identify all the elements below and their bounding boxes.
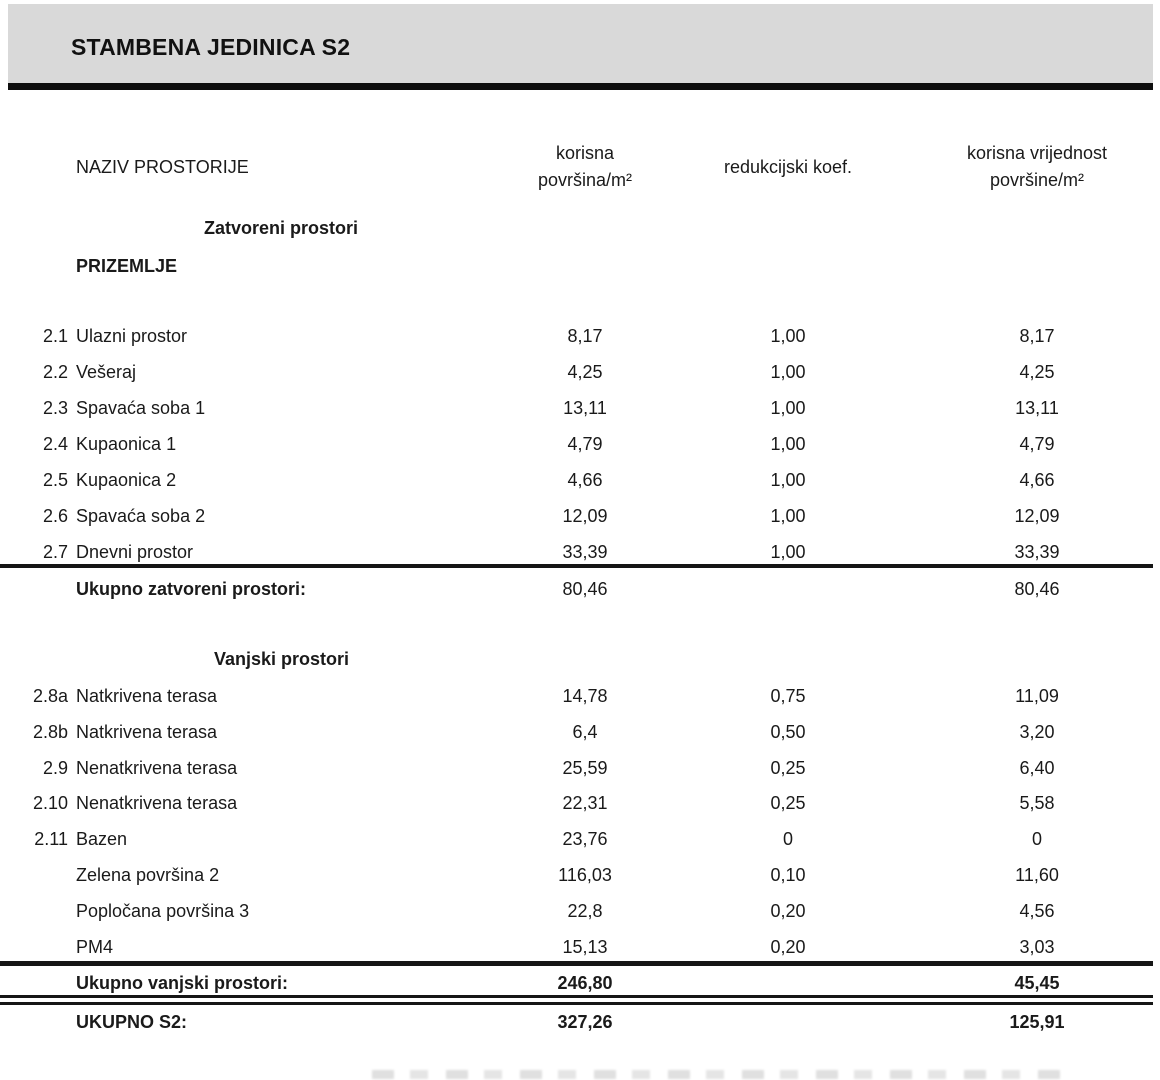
- row-value: 4,25: [1019, 362, 1055, 382]
- row-label: Ulazni prostor: [76, 326, 188, 346]
- table-row: [0, 322, 1160, 350]
- grand-total-row: [0, 1008, 1160, 1036]
- total-value: 80,46: [1014, 579, 1060, 599]
- row-koef: 0,20: [770, 937, 806, 957]
- total-value: 45,45: [1014, 973, 1060, 993]
- row-label: Dnevni prostor: [76, 542, 194, 562]
- page-title: STAMBENA JEDINICA S2: [71, 34, 351, 60]
- row-area: 15,13: [562, 937, 608, 957]
- row-value: 0: [1031, 829, 1042, 849]
- total-row-vanjski: [0, 969, 1160, 997]
- row-koef: 1,00: [770, 434, 806, 454]
- row-id: 2.6: [42, 506, 68, 526]
- row-value: 11,60: [1015, 865, 1059, 885]
- section-heading-vanjski: Vanjski prostori: [214, 649, 350, 669]
- row-koef: 1,00: [770, 326, 806, 346]
- table-row: [0, 897, 1160, 925]
- row-koef: 0,10: [770, 865, 806, 885]
- table-row: [0, 466, 1160, 494]
- total-label: Ukupno vanjski prostori:: [76, 973, 289, 993]
- column-header-name: NAZIV PROSTORIJE: [76, 157, 249, 177]
- row-value: 5,58: [1019, 793, 1055, 813]
- table-row: [0, 933, 1160, 961]
- floor-label: PRIZEMLJE: [76, 256, 178, 276]
- column-header-area-line1: korisna: [555, 143, 615, 163]
- row-value: 13,11: [1015, 398, 1059, 418]
- row-koef: 1,00: [770, 506, 806, 526]
- row-id: 2.4: [42, 434, 68, 454]
- total-row-zatvoreni: [0, 575, 1160, 603]
- row-label: Bazen: [76, 829, 128, 849]
- row-label: Popločana površina 3: [76, 901, 250, 921]
- table-row: [0, 430, 1160, 458]
- row-area: 23,76: [562, 829, 608, 849]
- row-koef: 0,50: [770, 722, 806, 742]
- table-row: [0, 718, 1160, 746]
- row-koef: 0: [782, 829, 793, 849]
- row-id: 2.8a: [32, 686, 68, 706]
- row-value: 33,39: [1014, 542, 1060, 562]
- row-area: 22,31: [562, 793, 608, 813]
- section-heading-zatvoreni: Zatvoreni prostori: [204, 218, 359, 238]
- table-row: [0, 754, 1160, 782]
- row-koef: 1,00: [770, 542, 806, 562]
- row-area: 13,11: [563, 398, 607, 418]
- column-header-value: [917, 140, 1157, 194]
- row-value: 3,03: [1019, 937, 1055, 957]
- row-value: 12,09: [1014, 506, 1060, 526]
- row-label: Nenatkrivena terasa: [76, 758, 238, 778]
- row-id: 2.5: [42, 470, 68, 490]
- table-row: [0, 538, 1160, 566]
- table-row: [0, 502, 1160, 530]
- row-koef: 0,25: [770, 793, 806, 813]
- column-header-value-line1: korisna vrijednost: [966, 143, 1108, 163]
- row-area: 4,66: [567, 470, 603, 490]
- table-row: [0, 682, 1160, 710]
- row-id: 2.8b: [32, 722, 68, 742]
- row-value: 4,66: [1019, 470, 1055, 490]
- row-koef: 1,00: [770, 398, 806, 418]
- column-header-koef: redukcijski koef.: [723, 157, 853, 177]
- row-koef: 0,75: [770, 686, 806, 706]
- row-area: 22,8: [567, 901, 603, 921]
- row-label: Natkrivena terasa: [76, 722, 218, 742]
- row-label: Kupaonica 2: [76, 470, 177, 490]
- row-value: 6,40: [1019, 758, 1055, 778]
- grand-total-area: 327,26: [557, 1012, 613, 1032]
- row-area: 33,39: [562, 542, 608, 562]
- row-id: 2.11: [34, 829, 68, 849]
- table-row: [0, 861, 1160, 889]
- row-id: 2.7: [42, 542, 68, 562]
- total-area: 246,80: [557, 973, 613, 993]
- row-value: 4,79: [1019, 434, 1055, 454]
- row-label: Zelena površina 2: [76, 865, 220, 885]
- row-area: 116,03: [558, 865, 612, 885]
- row-value: 4,56: [1019, 901, 1055, 921]
- row-koef: 0,20: [770, 901, 806, 921]
- row-id: 2.1: [42, 326, 68, 346]
- table-row: [0, 394, 1160, 422]
- row-label: Spavaća soba 2: [76, 506, 206, 526]
- row-value: 11,09: [1015, 686, 1059, 706]
- row-label: Vešeraj: [76, 362, 137, 382]
- section-divider-rule: [0, 961, 1153, 966]
- row-area: 4,25: [567, 362, 603, 382]
- grand-total-double-rule: [0, 995, 1153, 1005]
- row-label: Spavaća soba 1: [76, 398, 206, 418]
- header-rule: [8, 83, 1153, 90]
- table-row: [0, 789, 1160, 817]
- grand-total-value: 125,91: [1009, 1012, 1065, 1032]
- scan-artifact: [372, 1070, 1062, 1079]
- table-row: [0, 358, 1160, 386]
- row-area: 14,78: [562, 686, 608, 706]
- row-id: 2.9: [42, 758, 68, 778]
- row-area: 6,4: [572, 722, 598, 742]
- row-koef: 1,00: [770, 470, 806, 490]
- row-koef: 0,25: [770, 758, 806, 778]
- row-value: 3,20: [1019, 722, 1055, 742]
- column-header-value-line2: površine/m²: [989, 170, 1085, 190]
- table-row: [0, 825, 1160, 853]
- row-id: 2.2: [42, 362, 68, 382]
- row-area: 25,59: [562, 758, 608, 778]
- row-label: Natkrivena terasa: [76, 686, 218, 706]
- total-label: Ukupno zatvoreni prostori:: [76, 579, 307, 599]
- row-label: PM4: [76, 937, 114, 957]
- row-area: 8,17: [567, 326, 603, 346]
- total-area: 80,46: [562, 579, 608, 599]
- row-koef: 1,00: [770, 362, 806, 382]
- grand-total-label: UKUPNO S2:: [76, 1012, 188, 1032]
- row-label: Kupaonica 1: [76, 434, 177, 454]
- column-header-area: [465, 140, 705, 194]
- row-area: 12,09: [562, 506, 608, 526]
- column-header-area-line2: površina/m²: [537, 170, 633, 190]
- row-id: 2.10: [32, 793, 68, 813]
- row-id: 2.3: [42, 398, 68, 418]
- row-label: Nenatkrivena terasa: [76, 793, 238, 813]
- row-value: 8,17: [1019, 326, 1055, 346]
- section-divider-rule: [0, 564, 1153, 568]
- row-area: 4,79: [567, 434, 603, 454]
